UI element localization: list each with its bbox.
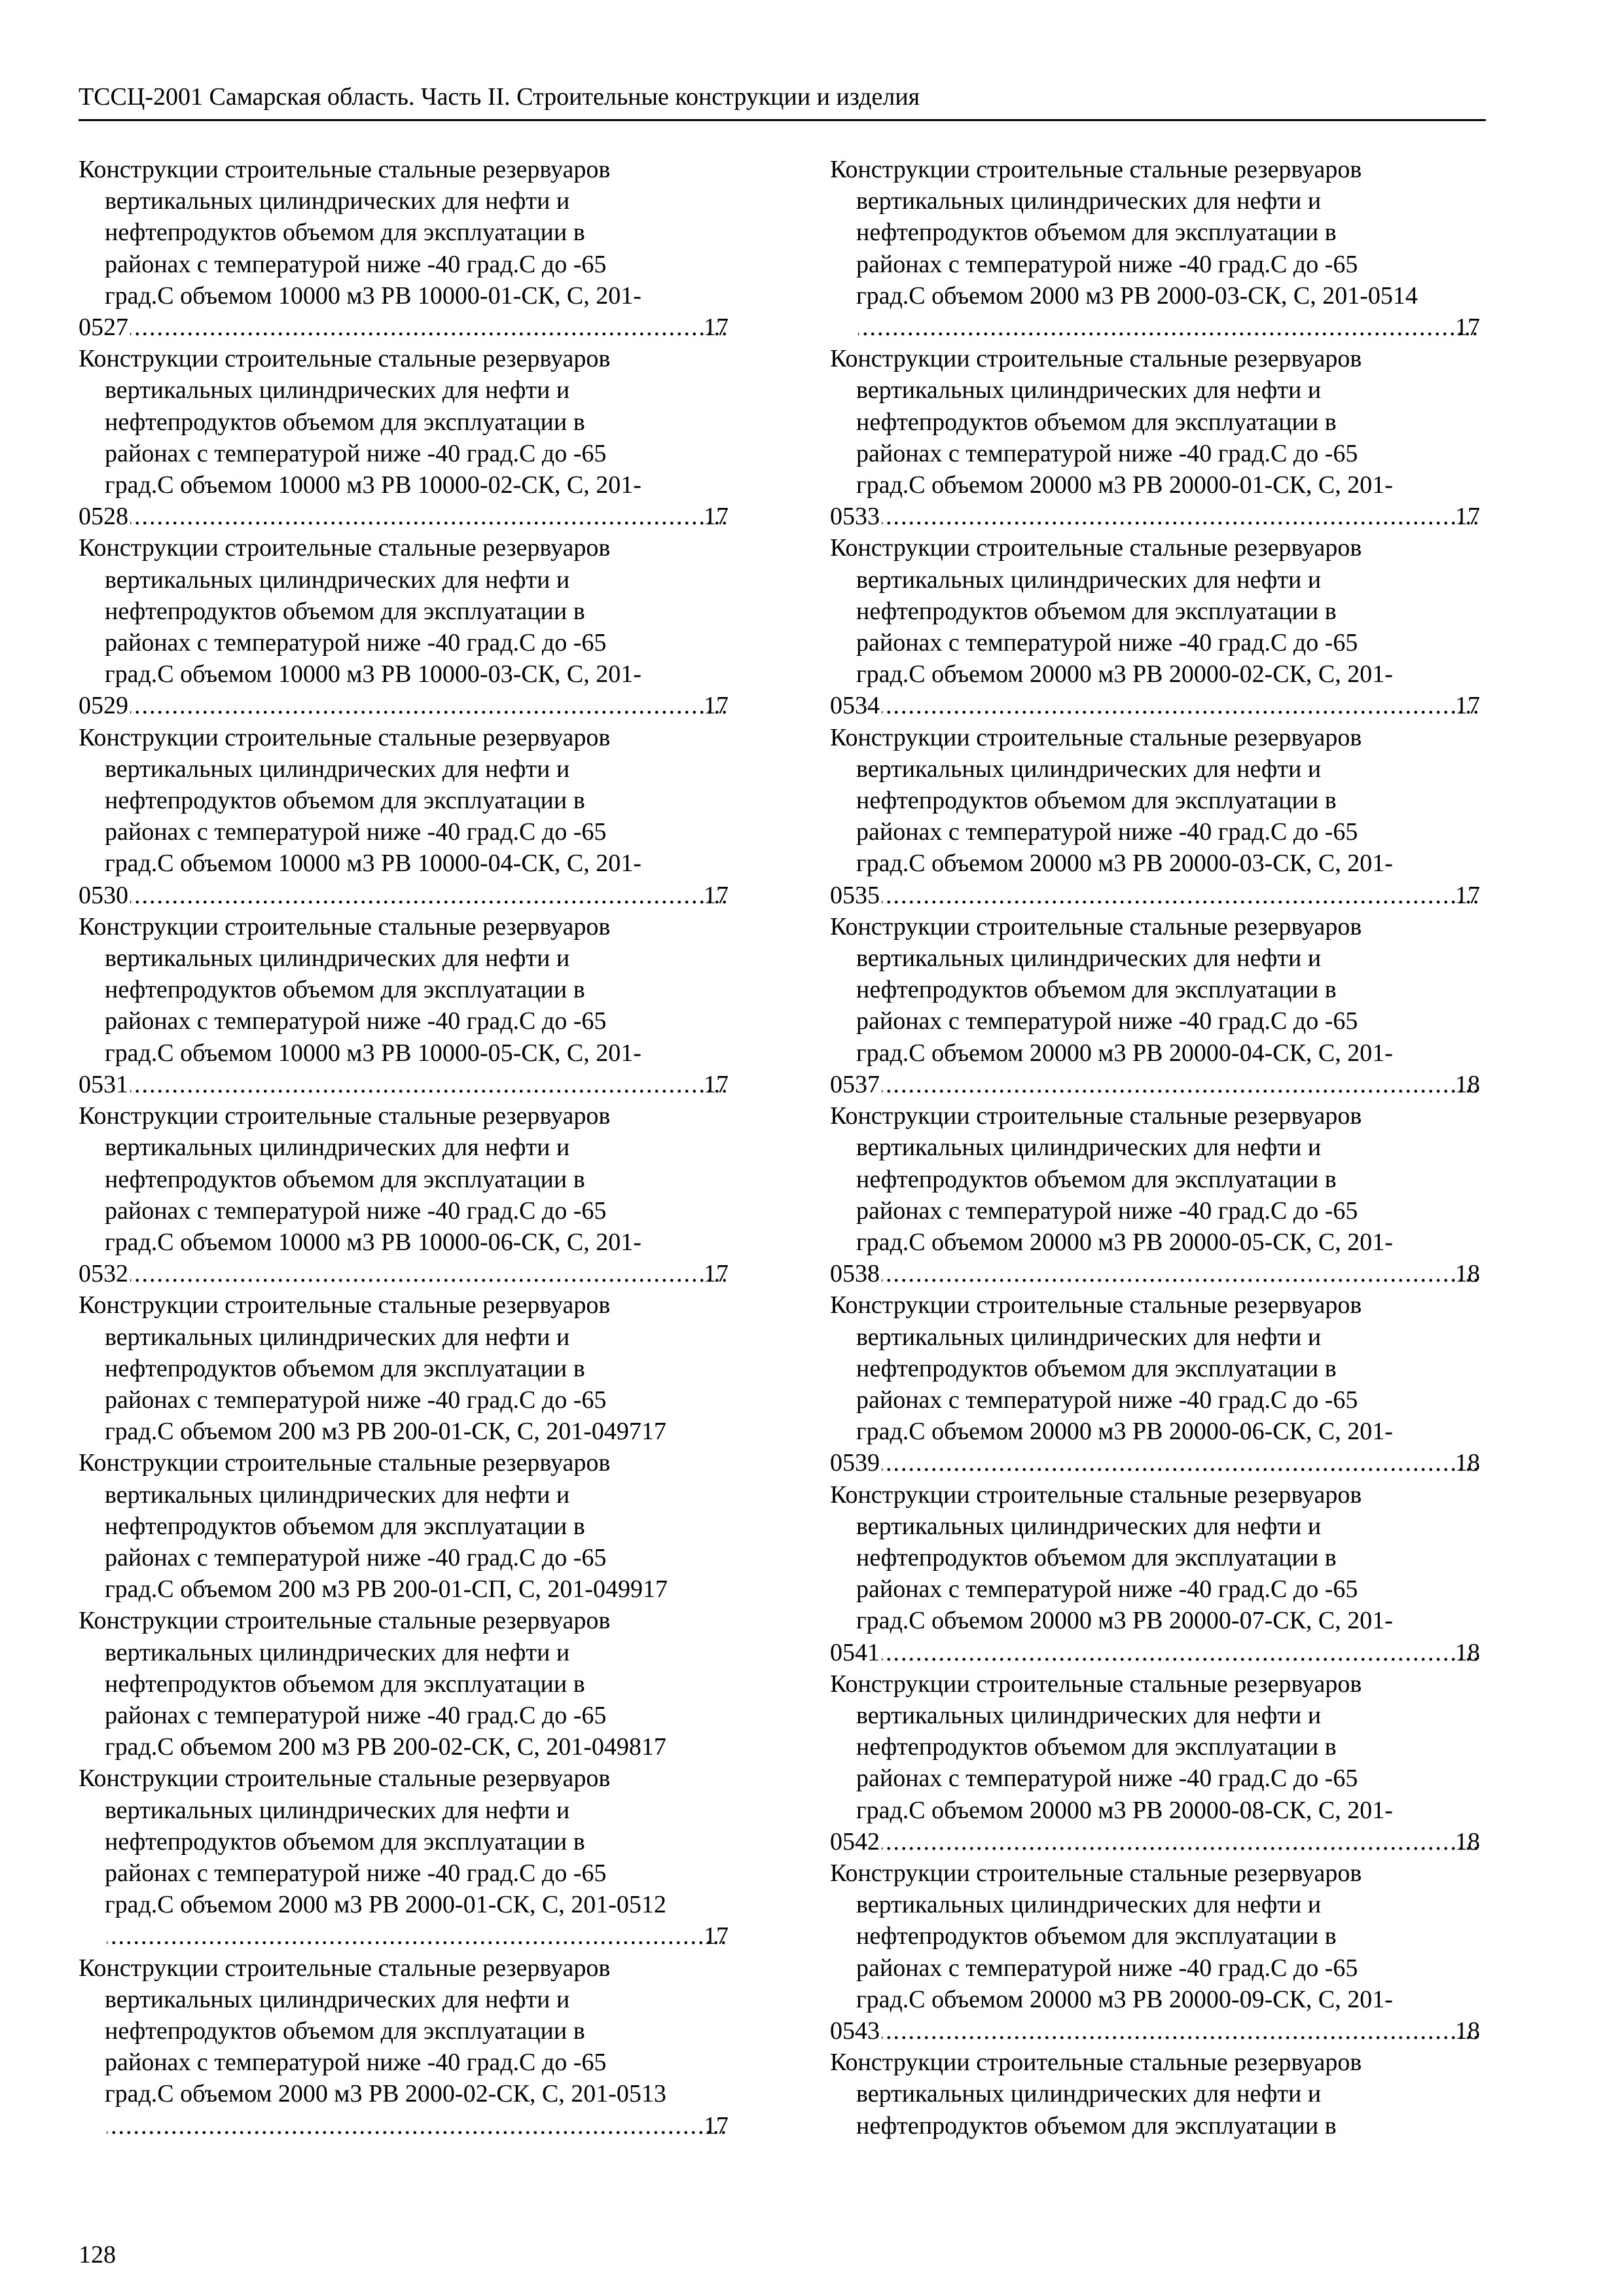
toc-entry-code: 0539 (830, 1449, 880, 1477)
dot-leader (130, 312, 728, 343)
toc-entry-code: 0543 (830, 2017, 880, 2045)
page-header: ТССЦ-2001 Самарская область. Часть II. Строительные конструкции и изделия (79, 83, 920, 111)
toc-entry-title: Конструкции строительные стальные резервуаров вертикальных цилиндрических для нефти и нефтепродуктов объемом для эксплуатации в районах с температурой ниже -40 град.С до -65 град.С объемом 10000 м3 РВ 10000-04-СК, С, 201- (79, 723, 641, 878)
toc-entry (830, 154, 1481, 343)
dot-leader (882, 690, 1479, 721)
toc-entry-code: 0541 (830, 1638, 880, 1666)
dot-leader (858, 312, 1479, 343)
dot-leader (882, 880, 1479, 911)
toc-entry (79, 532, 730, 721)
toc-entry-title: Конструкции строительные стальные резервуаров вертикальных цилиндрических для нефти и нефтепродуктов объемом для эксплуатации в районах с температурой ниже -40 град.С до -65 град.С объемом 20000 м3 РВ 20000-01-СК, С, 201- (830, 345, 1393, 499)
toc-entry-title: Конструкции строительные стальные резервуаров вертикальных цилиндрических для нефти и нефтепродуктов объемом для эксплуатации в районах с температурой ниже -40 град.С до -65 град.С объемом 20000 м3 РВ 20000-06-СК, С, 201- (830, 1291, 1393, 1446)
toc-entry-title: Конструкции строительные стальные резервуаров вертикальных цилиндрических для нефти и нефтепродуктов объемом для эксплуатации в районах с температурой ниже -40 град.С до -65 град.С объемом 20000 м3 РВ 20000-07-СК, С, 201- (830, 1480, 1393, 1635)
dot-leader (882, 1826, 1479, 1857)
dot-leader (882, 1258, 1479, 1289)
toc-entry-code: 0537 (830, 1070, 880, 1098)
toc-entry-code: 0527 (79, 314, 128, 342)
toc-leader-line: 0532 ..... 17 (105, 1258, 730, 1289)
toc-column-right (830, 154, 1481, 2142)
toc-leader-line: 0531 ..... 17 (105, 1069, 730, 1100)
toc-column-left (79, 154, 730, 2142)
toc-entry-title: Конструкции строительные стальные резервуаров вертикальных цилиндрических для нефти и нефтепродуктов объемом для эксплуатации в районах с температурой ниже -40 град.С до -65 град.С объемом 2000 м3 РВ 2000-03-СК, С, 201-0514 (830, 156, 1418, 310)
toc-entry-title: Конструкции строительные стальные резервуаров вертикальных цилиндрических для нефти и нефтепродуктов объемом для эксплуатации в (830, 2049, 1362, 2140)
dot-leader (130, 501, 728, 532)
toc-entry-title: Конструкции строительные стальные резервуаров вертикальных цилиндрических для нефти и нефтепродуктов объемом для эксплуатации в районах с температурой ниже -40 град.С до -65 град.С объемом 200 м3 РВ 200-01-СП, С, 201-049917 (79, 1449, 668, 1604)
toc-entry-code: 0533 (830, 503, 880, 531)
toc-entry-code: 0528 (79, 503, 128, 531)
toc-entry-title: Конструкции строительные стальные резервуаров вертикальных цилиндрических для нефти и нефтепродуктов объемом для эксплуатации в районах с температурой ниже -40 град.С до -65 град.С объемом 2000 м3 РВ 2000-02-СК, С, 201-0513 (79, 1954, 666, 2108)
toc-entry-code: 0534 (830, 692, 880, 720)
toc-leader-line: ..... 17 (105, 2110, 730, 2142)
toc-entry (79, 1447, 730, 1605)
toc-entry (830, 2047, 1481, 2142)
toc-entry (79, 1952, 730, 2142)
dot-leader (107, 1920, 728, 1952)
toc-entry (830, 1668, 1481, 1857)
dot-leader (882, 1637, 1479, 1668)
toc-entry (830, 1479, 1481, 1668)
toc-entry (830, 343, 1481, 532)
toc-leader-line: 0539 ..... 18 (856, 1447, 1481, 1479)
toc-entry-title: Конструкции строительные стальные резервуаров вертикальных цилиндрических для нефти и нефтепродуктов объемом для эксплуатации в районах с температурой ниже -40 град.С до -65 град.С объемом 2000 м3 РВ 2000-01-СК, С, 201-0512 (79, 1765, 666, 1919)
toc-entry-title: Конструкции строительные стальные резервуаров вертикальных цилиндрических для нефти и нефтепродуктов объемом для эксплуатации в районах с температурой ниже -40 град.С до -65 град.С объемом 20000 м3 РВ 20000-09-СК, С, 201- (830, 1859, 1393, 2013)
dot-leader (882, 1447, 1479, 1479)
dot-leader (130, 690, 728, 721)
toc-entry-code: 0530 (79, 881, 128, 909)
toc-entry-title: Конструкции строительные стальные резервуаров вертикальных цилиндрических для нефти и нефтепродуктов объемом для эксплуатации в районах с температурой ниже -40 град.С до -65 град.С объемом 20000 м3 РВ 20000-04-СК, С, 201- (830, 912, 1393, 1067)
toc-leader-line: 0543 ..... 18 (856, 2015, 1481, 2047)
toc-leader-line: ..... 17 (105, 1920, 730, 1952)
toc-entry-title: Конструкции строительные стальные резервуаров вертикальных цилиндрических для нефти и нефтепродуктов объемом для эксплуатации в районах с температурой ниже -40 град.С до -65 град.С объемом 10000 м3 РВ 10000-05-СК, С, 201- (79, 912, 641, 1067)
toc-entry-title: Конструкции строительные стальные резервуаров вертикальных цилиндрических для нефти и нефтепродуктов объемом для эксплуатации в районах с температурой ниже -40 град.С до -65 град.С объемом 200 м3 РВ 200-01-СК, С, 201-049717 (79, 1291, 666, 1446)
toc-leader-line: 0541 ..... 18 (856, 1637, 1481, 1668)
toc-entry (830, 722, 1481, 911)
toc-leader-line: 0533 ..... 17 (856, 501, 1481, 532)
toc-entry-title: Конструкции строительные стальные резервуаров вертикальных цилиндрических для нефти и нефтепродуктов объемом для эксплуатации в районах с температурой ниже -40 град.С до -65 град.С объемом 20000 м3 РВ 20000-05-СК, С, 201- (830, 1102, 1393, 1256)
dot-leader (882, 1069, 1479, 1100)
dot-leader (130, 1258, 728, 1289)
toc-leader-line: 0529 ..... 17 (105, 690, 730, 721)
toc-entry (830, 1857, 1481, 2047)
dot-leader (882, 2015, 1479, 2047)
toc-entry (79, 1763, 730, 1952)
toc-entry (79, 154, 730, 343)
dot-leader (107, 2110, 728, 2142)
toc-leader-line: 0527 ..... 17 (105, 312, 730, 343)
dot-leader (130, 880, 728, 911)
dot-leader (130, 1069, 728, 1100)
toc-leader-line: 0528 ..... 17 (105, 501, 730, 532)
toc-entry-title: Конструкции строительные стальные резервуаров вертикальных цилиндрических для нефти и нефтепродуктов объемом для эксплуатации в районах с температурой ниже -40 град.С до -65 град.С объемом 20000 м3 РВ 20000-02-СК, С, 201- (830, 534, 1393, 689)
toc-entry-title: Конструкции строительные стальные резервуаров вертикальных цилиндрических для нефти и нефтепродуктов объемом для эксплуатации в районах с температурой ниже -40 град.С до -65 град.С объемом 10000 м3 РВ 10000-01-СК, С, 201- (79, 156, 641, 310)
toc-leader-line: 0538 ..... 18 (856, 1258, 1481, 1289)
toc-leader-line: 0535 ..... 17 (856, 880, 1481, 911)
toc-entry (79, 1100, 730, 1289)
toc-entry-title: Конструкции строительные стальные резервуаров вертикальных цилиндрических для нефти и нефтепродуктов объемом для эксплуатации в районах с температурой ниже -40 град.С до -65 град.С объемом 10000 м3 РВ 10000-02-СК, С, 201- (79, 345, 641, 499)
toc-entry-title: Конструкции строительные стальные резервуаров вертикальных цилиндрических для нефти и нефтепродуктов объемом для эксплуатации в районах с температурой ниже -40 град.С до -65 град.С объемом 20000 м3 РВ 20000-03-СК, С, 201- (830, 723, 1393, 878)
toc-entry-title: Конструкции строительные стальные резервуаров вертикальных цилиндрических для нефти и нефтепродуктов объемом для эксплуатации в районах с температурой ниже -40 град.С до -65 град.С объемом 20000 м3 РВ 20000-08-СК, С, 201- (830, 1670, 1393, 1824)
toc-entry (830, 1289, 1481, 1479)
toc-entry-code: 0542 (830, 1827, 880, 1856)
toc-leader-line: 0534 ..... 17 (856, 690, 1481, 721)
toc-entry-code: 0538 (830, 1260, 880, 1288)
toc-entry-title: Конструкции строительные стальные резервуаров вертикальных цилиндрических для нефти и нефтепродуктов объемом для эксплуатации в районах с температурой ниже -40 град.С до -65 град.С объемом 10000 м3 РВ 10000-06-СК, С, 201- (79, 1102, 641, 1256)
toc-entry (79, 343, 730, 532)
toc-entry-code: 0535 (830, 881, 880, 909)
toc-entry-code: 0529 (79, 692, 128, 720)
toc-entry-code: 0531 (79, 1070, 128, 1098)
toc-entry (830, 911, 1481, 1100)
toc-entry (830, 1100, 1481, 1289)
toc-entry (830, 532, 1481, 721)
toc-leader-line: 0537 ..... 18 (856, 1069, 1481, 1100)
toc-entry-title: Конструкции строительные стальные резервуаров вертикальных цилиндрических для нефти и нефтепродуктов объемом для эксплуатации в районах с температурой ниже -40 град.С до -65 град.С объемом 200 м3 РВ 200-02-СК, С, 201-049817 (79, 1607, 666, 1761)
toc-leader-line: 0542 ..... 18 (856, 1826, 1481, 1857)
page-number: 128 (79, 2241, 116, 2269)
toc-leader-line: ..... 17 (856, 312, 1481, 343)
toc-entry-code: 0532 (79, 1260, 128, 1288)
toc-leader-line: 0530 ..... 17 (105, 880, 730, 911)
toc-entry (79, 1289, 730, 1447)
toc-entry (79, 1605, 730, 1763)
toc-entry-title: Конструкции строительные стальные резервуаров вертикальных цилиндрических для нефти и нефтепродуктов объемом для эксплуатации в районах с температурой ниже -40 град.С до -65 град.С объемом 10000 м3 РВ 10000-03-СК, С, 201- (79, 534, 641, 689)
toc-entry (79, 722, 730, 911)
dot-leader (882, 501, 1479, 532)
toc-entry (79, 911, 730, 1100)
header-rule (79, 119, 1486, 121)
